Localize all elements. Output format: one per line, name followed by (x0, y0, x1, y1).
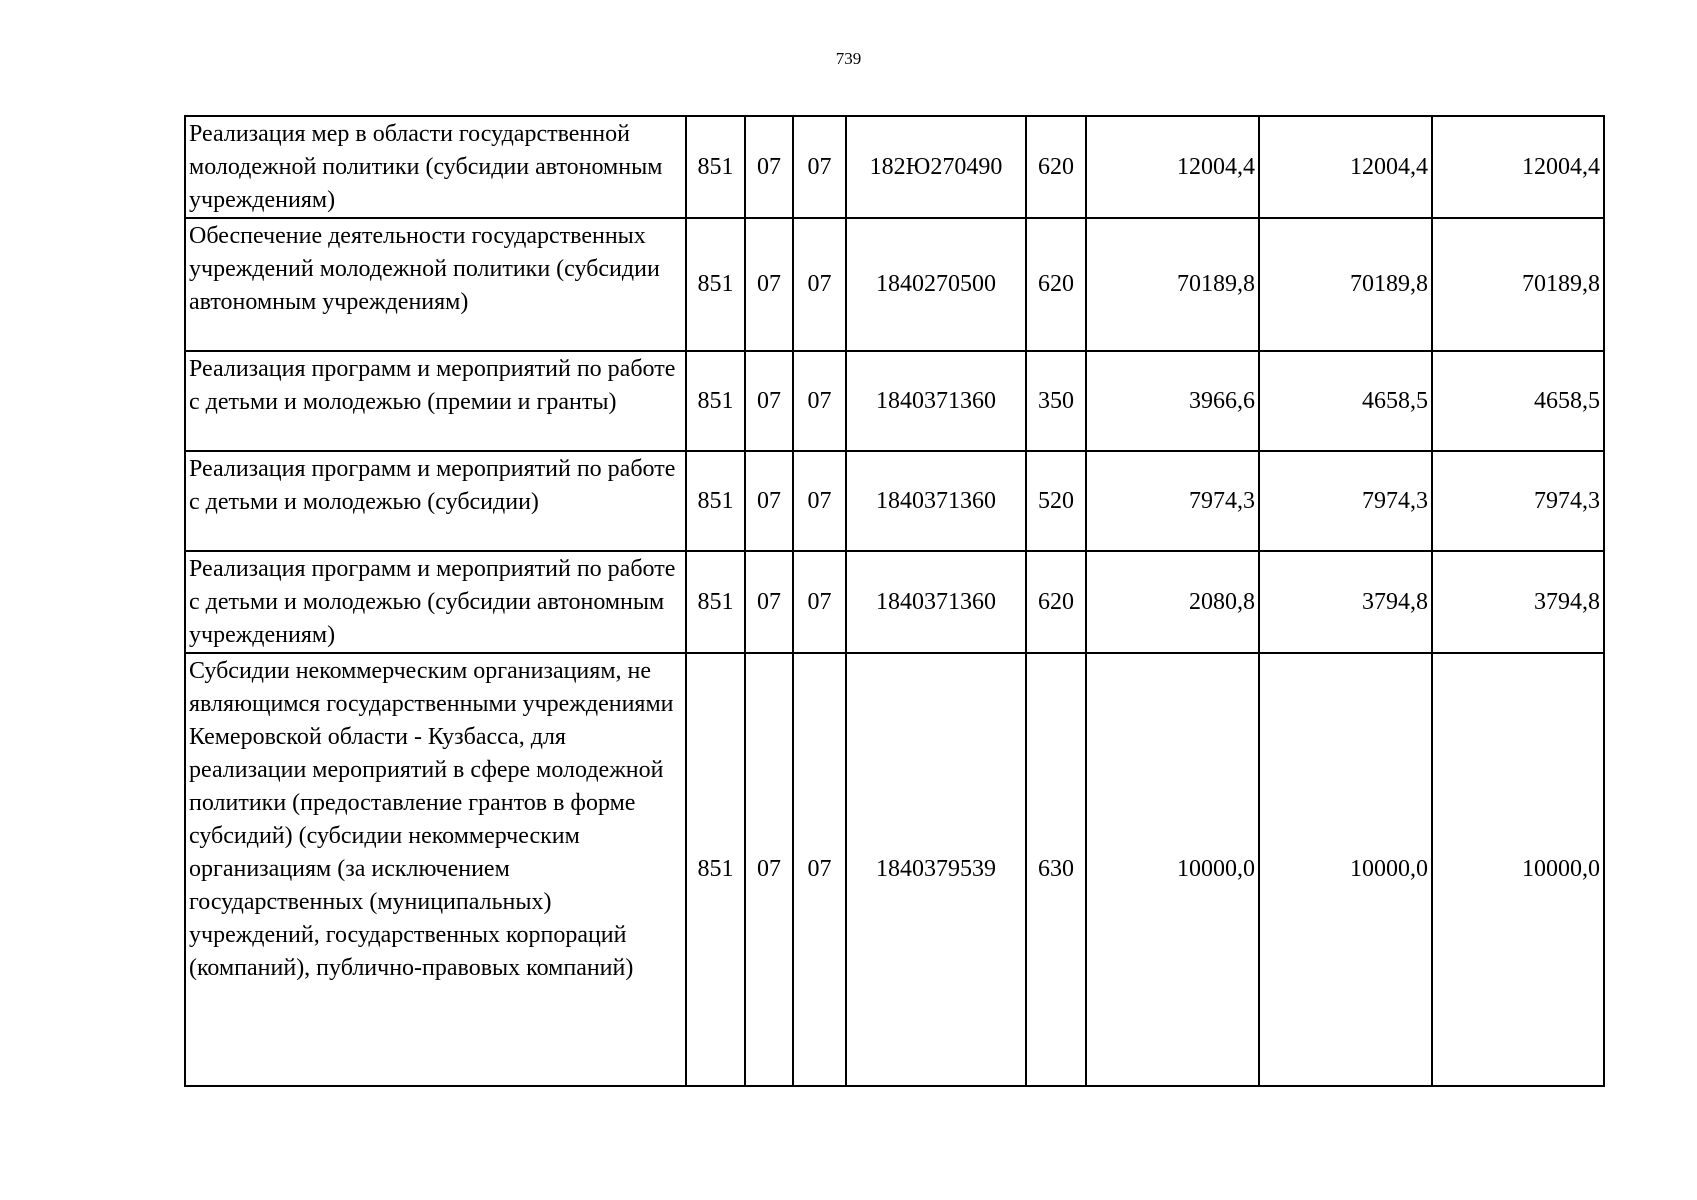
expense-type-code: 620 (1026, 551, 1086, 653)
ministry-code: 851 (686, 653, 745, 1086)
table-row (185, 451, 1604, 551)
target-article-code: 1840371360 (846, 351, 1026, 451)
amount-year-3: 12004,4 (1432, 116, 1604, 218)
table-row (185, 551, 1604, 653)
ministry-code: 851 (686, 551, 745, 653)
section-code: 07 (745, 351, 793, 451)
ministry-code: 851 (686, 451, 745, 551)
target-article-code: 182Ю270490 (846, 116, 1026, 218)
section-code: 07 (745, 451, 793, 551)
amount-year-1: 3966,6 (1086, 351, 1259, 451)
amount-year-1: 2080,8 (1086, 551, 1259, 653)
table-row (185, 351, 1604, 451)
amount-year-2: 10000,0 (1259, 653, 1432, 1086)
expense-type-code: 520 (1026, 451, 1086, 551)
amount-year-2: 12004,4 (1259, 116, 1432, 218)
amount-year-3: 70189,8 (1432, 218, 1604, 351)
section-code: 07 (745, 116, 793, 218)
amount-year-1: 7974,3 (1086, 451, 1259, 551)
target-article-code: 1840371360 (846, 451, 1026, 551)
amount-year-3: 4658,5 (1432, 351, 1604, 451)
table-row (185, 116, 1604, 218)
subsection-code: 07 (793, 351, 846, 451)
subsection-code: 07 (793, 653, 846, 1086)
subsection-code: 07 (793, 116, 846, 218)
section-code: 07 (745, 551, 793, 653)
amount-year-1: 12004,4 (1086, 116, 1259, 218)
subsection-code: 07 (793, 551, 846, 653)
amount-year-2: 70189,8 (1259, 218, 1432, 351)
ministry-code: 851 (686, 218, 745, 351)
row-name: Обеспечение деятельности государственных учреждений молодежной политики (субсидии автономным учреждениям) (185, 218, 686, 351)
subsection-code: 07 (793, 218, 846, 351)
budget-table (184, 115, 1605, 1087)
table-row (185, 653, 1604, 1086)
expense-type-code: 620 (1026, 218, 1086, 351)
amount-year-1: 10000,0 (1086, 653, 1259, 1086)
target-article-code: 1840379539 (846, 653, 1026, 1086)
target-article-code: 1840270500 (846, 218, 1026, 351)
amount-year-3: 3794,8 (1432, 551, 1604, 653)
row-name: Субсидии некоммерческим организациям, не являющимся государственными учреждениями Кемеровской области - Кузбасса, для реализации мероприятий в сфере молодежной политики (предоставление грантов в форме субсидий) (субсидии некоммерческим организациям (за исключением государственных (муниципальных) учреждений, государственных корпораций (компаний), публично-правовых компаний) (185, 653, 686, 1086)
row-name: Реализация программ и мероприятий по работе с детьми и молодежью (субсидии) (185, 451, 686, 551)
amount-year-1: 70189,8 (1086, 218, 1259, 351)
page-number: 739 (835, 49, 862, 68)
subsection-code: 07 (793, 451, 846, 551)
amount-year-3: 10000,0 (1432, 653, 1604, 1086)
expense-type-code: 350 (1026, 351, 1086, 451)
ministry-code: 851 (686, 351, 745, 451)
section-code: 07 (745, 653, 793, 1086)
row-name: Реализация программ и мероприятий по работе с детьми и молодежью (премии и гранты) (185, 351, 686, 451)
amount-year-2: 7974,3 (1259, 451, 1432, 551)
expense-type-code: 630 (1026, 653, 1086, 1086)
amount-year-3: 7974,3 (1432, 451, 1604, 551)
expense-type-code: 620 (1026, 116, 1086, 218)
target-article-code: 1840371360 (846, 551, 1026, 653)
table-row (185, 218, 1604, 351)
row-name: Реализация мер в области государственной молодежной политики (субсидии автономным учреждениям) (185, 116, 686, 218)
amount-year-2: 4658,5 (1259, 351, 1432, 451)
section-code: 07 (745, 218, 793, 351)
row-name: Реализация программ и мероприятий по работе с детьми и молодежью (субсидии автономным учреждениям) (185, 551, 686, 653)
amount-year-2: 3794,8 (1259, 551, 1432, 653)
ministry-code: 851 (686, 116, 745, 218)
